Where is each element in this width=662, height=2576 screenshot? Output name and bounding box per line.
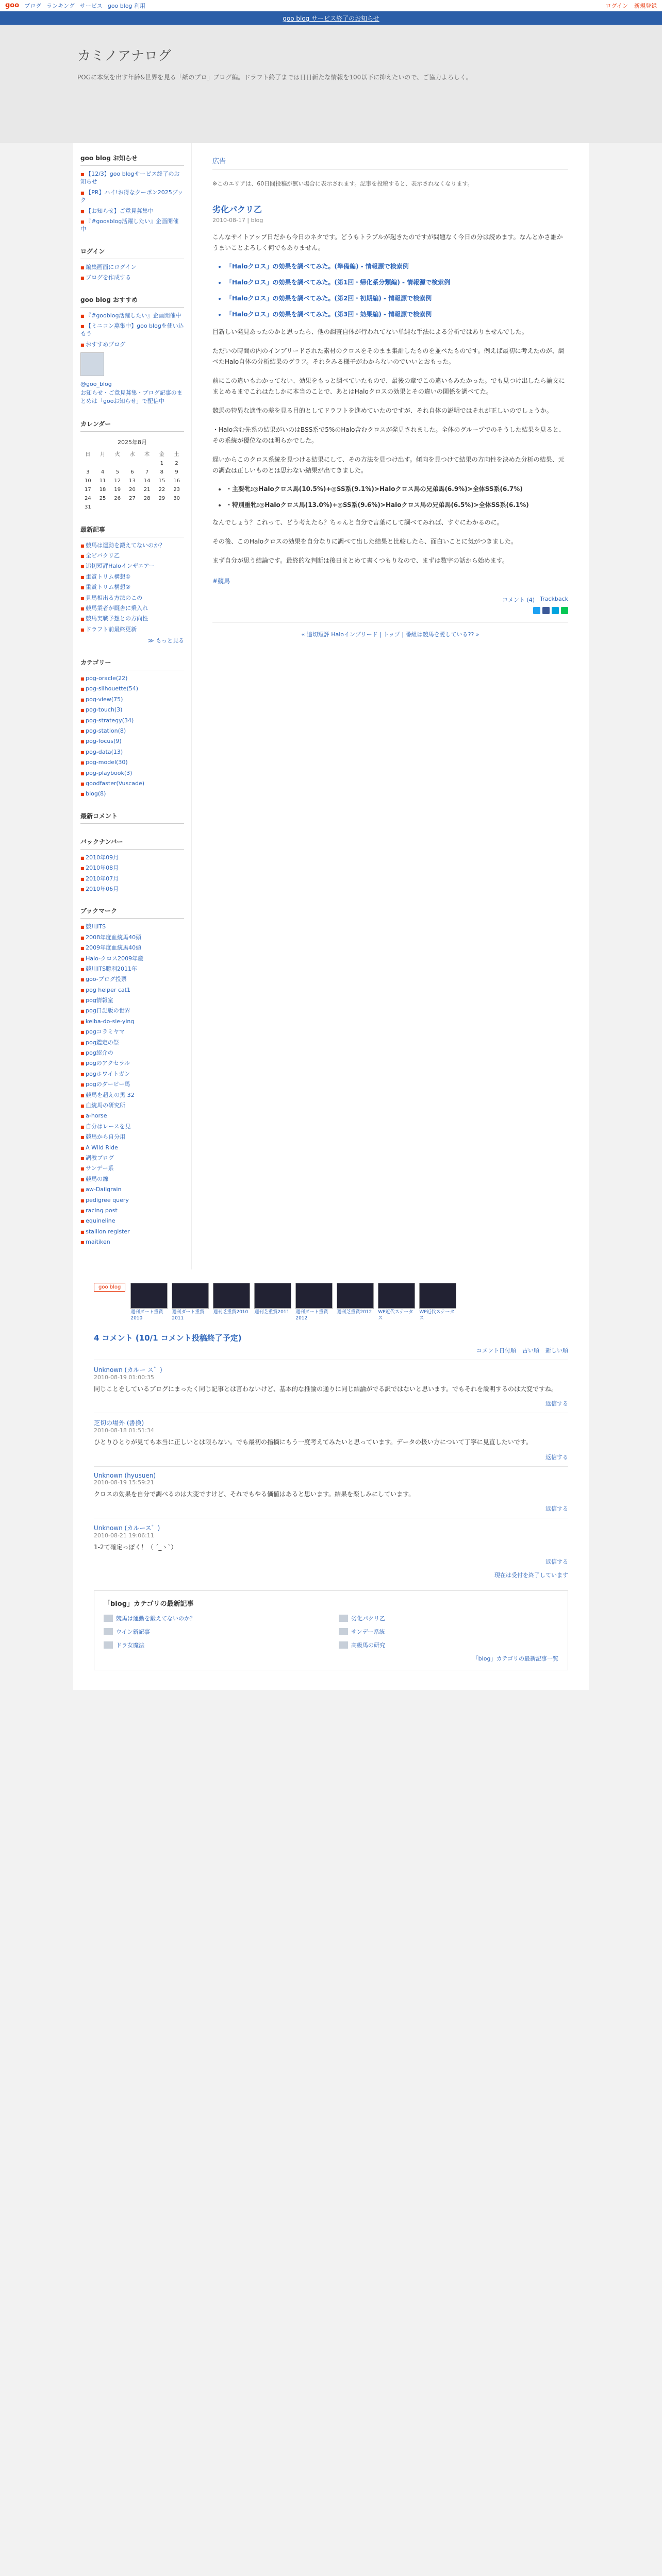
bookmark-item[interactable]: ■ equineline — [80, 1217, 184, 1225]
comment-date: 2010-08-19 01:00:35 — [94, 1374, 154, 1381]
recent-item[interactable]: ■ 重賞トリム構想② — [80, 583, 184, 591]
calendar-day[interactable]: 18 — [99, 486, 106, 493]
section-title: 最新コメント — [80, 811, 184, 824]
comment-date: 2010-08-18 01:51:34 — [94, 1427, 154, 1434]
reply-link[interactable]: 返信する — [545, 1453, 568, 1461]
reply-link[interactable]: 返信する — [545, 1558, 568, 1566]
category-grid — [104, 1614, 558, 1649]
category-latest-label[interactable]: 高級馬の研究 — [351, 1642, 385, 1649]
sort-old-link[interactable]: 古い順 — [522, 1347, 539, 1354]
twitter-icon[interactable] — [533, 607, 540, 614]
post-paragraph: その後、このHaloクロスの効果を自分なりに調べて出した結果と比較したら、面白いことに気がつきました。 — [212, 538, 518, 545]
calendar-caption: 2025年8月 — [118, 438, 147, 446]
calendar-day[interactable]: 31 — [84, 504, 91, 510]
recommend-item[interactable]: ■ 【ミニコン募集中】goo blogを使い込もう — [80, 322, 184, 338]
post-title[interactable]: 劣化パクリ乙 — [212, 205, 262, 214]
sidebar-backnumber — [80, 837, 184, 893]
service-notice-bar — [0, 11, 662, 25]
post-paragraph: 遅いからこのクロス系統を見つける結果にして、その方法を見つけ出す。傾向を見つけて結果の方向性を決めた分析の結果、元の調査は正しいものとは思わない結果が出てきました。 — [212, 456, 565, 474]
comment-count-link[interactable]: コメント (4) — [502, 597, 535, 603]
thumbnail-image[interactable] — [172, 1283, 209, 1309]
ad-label[interactable]: 広告 — [212, 156, 568, 170]
top-link[interactable]: ブログ — [24, 2, 42, 9]
login-item[interactable]: ■ 編集画面にログイン — [80, 263, 184, 271]
bookmark-item[interactable]: ■ 2008年度血統馬40頭 — [80, 934, 184, 941]
thumbnail-card[interactable] — [172, 1283, 209, 1321]
bookmark-item[interactable]: ■ pog鑑定の祭 — [80, 1039, 184, 1046]
calendar-week — [80, 494, 184, 503]
sidebar-recent — [80, 525, 184, 645]
category-latest-item[interactable] — [104, 1614, 323, 1622]
profile-text: お知らせ・ご意見募集・ブログ記事のまとめは「gooお知らせ」で配信中 — [80, 389, 183, 405]
calendar-body — [80, 459, 184, 512]
calendar-day — [125, 459, 140, 468]
comment-closed — [94, 1571, 568, 1579]
recent-item[interactable]: ■ 競馬は運動を鍛えてないのか？ — [80, 541, 184, 549]
backnumber-item[interactable]: ■ 2010年07月 — [80, 875, 184, 883]
post-result-item: • ・主要牝:◎Haloクロス馬(10.5%)+◎SS系(9.1%)>Haloクロス馬の兄弟馬(6.9%)>全体SS系(6.7%) — [226, 484, 568, 493]
thumbnail-caption[interactable]: 週刊ダート重賞2010 — [130, 1310, 163, 1321]
notice-item[interactable]: ■ 【12/3】goo blogサービス終了のお知らせ — [80, 170, 184, 186]
post-link-item[interactable]: • 「Haloクロス」の効果を調べてみた。(第2回・初期編) - 情報源で検索例 — [226, 294, 568, 302]
comment-sort — [94, 1346, 568, 1354]
hatena-icon[interactable] — [552, 607, 559, 614]
notice-item[interactable]: ■ 『#goosblog活躍したい』企画開催中 — [80, 217, 184, 233]
calendar-day — [110, 503, 125, 512]
comment-date: 2010-08-19 15:59:21 — [94, 1479, 154, 1486]
recent-item[interactable]: ■ 見馬相出る方法のこの — [80, 594, 184, 602]
post-thumbnail-icon — [104, 1641, 113, 1649]
content-wrap — [73, 143, 589, 1269]
calendar-day[interactable]: 26 — [114, 495, 121, 501]
category-latest-item[interactable] — [339, 1614, 558, 1622]
post-paragraph: ただいの時間の内のインブリードされた素材のクロスをそのまま集計したものを並べたものです。例えば最初に考えたのが、調べたHalo自体の分析結果のグラフ。それをみる様子がわからないのでいいとおもった。 — [212, 347, 565, 365]
calendar-day — [110, 459, 125, 468]
category-latest-label[interactable]: ドラ女魔法 — [116, 1642, 144, 1649]
bookmark-item[interactable]: ■ A Wild Ride — [80, 1144, 184, 1151]
post-link-item[interactable]: • 「Haloクロス」の効果を調べてみた。(第1回・帰化系分類編) - 情報源で検索例 — [226, 278, 568, 286]
calendar-day[interactable]: 4 — [101, 469, 105, 475]
login-link[interactable]: ログイン — [605, 2, 628, 9]
notice-item[interactable]: ■ 【PR】ハイ!お得なクーポン2025ブック — [80, 189, 184, 205]
calendar-day[interactable]: 6 — [130, 469, 134, 475]
bookmark-item[interactable]: ■ 調教ブログ — [80, 1154, 184, 1162]
blog-title[interactable]: カミノアナログ — [77, 48, 172, 64]
comment-date: 2010-08-21 19:06:11 — [94, 1532, 154, 1539]
ad-note: ※このエリアは、60日間投稿が無い場合に表示されます。記事を投稿すると、表示されなくなります。 — [212, 180, 473, 187]
comment-text: クロスの効果を自分で調べるのは大変ですけど、それでもやる価値はあると思います。結果を楽しみにしています。 — [94, 1490, 415, 1498]
top-link[interactable]: サービス — [79, 2, 103, 9]
profile-id[interactable]: @goo_blog — [80, 381, 112, 388]
thumbnail-card[interactable] — [378, 1283, 415, 1321]
bookmark-item[interactable]: ■ stallion register — [80, 1228, 184, 1235]
comment-closed-link[interactable]: 現在は受付を終了しています — [494, 1572, 568, 1579]
trackback-link[interactable]: Trackback — [540, 596, 568, 602]
top-bar — [0, 0, 662, 11]
backnumber-list — [80, 854, 184, 893]
blog-header — [0, 25, 662, 143]
calendar-day — [169, 503, 184, 512]
calendar-day[interactable]: 10 — [84, 478, 91, 484]
thumbnail-image[interactable] — [213, 1283, 250, 1309]
comment-text: 同じことをしているブログにまったく同じ記事とは言わないけど、基本的な推論の通りに同じ結論がでる訳ではないと思います。でもそれを説明するのは大変ですね。 — [94, 1385, 558, 1393]
category-item[interactable]: ■ pog-focus(9) — [80, 737, 184, 745]
section-title: カテゴリー — [80, 658, 184, 670]
bookmark-item[interactable]: ■ goo-ブログ投票 — [80, 975, 184, 983]
category-item[interactable]: ■ pog-station(8) — [80, 727, 184, 735]
category-latest-item[interactable] — [339, 1641, 558, 1649]
calendar — [80, 436, 184, 512]
comment-text: 1-2て確定っぽく！（ ´_ゝ`） — [94, 1544, 177, 1551]
thumbnail-image[interactable] — [378, 1283, 415, 1309]
reply-link[interactable]: 返信する — [545, 1400, 568, 1408]
bookmark-item[interactable]: ■ pedigree query — [80, 1196, 184, 1204]
line-icon[interactable] — [561, 607, 568, 614]
post-thumbnail-icon — [339, 1628, 348, 1635]
category-item[interactable]: ■ pog-touch(3) — [80, 706, 184, 714]
calendar-day[interactable]: 11 — [99, 478, 106, 484]
goo-logo[interactable]: goo — [5, 2, 20, 9]
post-thumbnail-icon — [339, 1641, 348, 1649]
calendar-day[interactable]: 20 — [129, 486, 136, 493]
comment-text: ひとりひとりが見ても本当に正しいとは限らない。でも最初の指摘にもう一度考えてみたいと思っています。データの扱い方について丁寧に見直したいです。 — [94, 1438, 532, 1446]
calendar-day[interactable]: 22 — [158, 486, 166, 493]
post-link-item[interactable]: • 「Haloクロス」の効果を調べてみた。(第3回・効果編) - 情報源で検索例 — [226, 310, 568, 318]
recommend-item[interactable]: ■ 『#gooblog活躍したい』企画開催中 — [80, 312, 184, 319]
thumbnail-image[interactable] — [337, 1283, 374, 1309]
post-paragraph: ・Halo含む先系の結果がいのはBSS系で5%のHalo含むクロスが発見されました。全体のグループでのそうした結果を見ると、その系統が優位なのは明らかでした。 — [212, 426, 565, 444]
category-more-link[interactable]: 「blog」カテゴリの最新記事一覧 — [472, 1655, 558, 1663]
bookmark-item[interactable]: ■ サンデー系 — [80, 1164, 184, 1172]
recent-item[interactable]: ■ 全ピバクリ乙 — [80, 552, 184, 560]
calendar-day[interactable]: 27 — [129, 495, 136, 501]
bookmark-item[interactable]: ■ 血統馬の研究所 — [80, 1101, 184, 1109]
thumbnail-caption[interactable]: 週刊芝重賞2010 — [213, 1310, 249, 1315]
category-latest-label[interactable]: サンデー系統 — [351, 1629, 385, 1636]
register-link[interactable]: 新規登録 — [634, 2, 657, 9]
thumbnail-caption[interactable]: 週刊ダート重賞2012 — [295, 1310, 328, 1321]
category-latest-label[interactable]: 競馬は運動を鍛えてないのか？ — [116, 1615, 195, 1622]
comment-author[interactable]: 芝切の場外 (書換) — [94, 1419, 144, 1427]
category-latest-item[interactable] — [339, 1628, 558, 1636]
recent-more-link[interactable]: ≫ もっと見る — [147, 637, 184, 645]
comment — [94, 1518, 568, 1571]
calendar-day[interactable]: 7 — [145, 469, 149, 475]
calendar-day[interactable]: 1 — [160, 460, 164, 466]
section-title: ログイン — [80, 247, 184, 259]
calendar-day-header: 日 — [85, 451, 91, 457]
section-title: ブックマーク — [80, 906, 184, 919]
sidebar — [73, 143, 192, 1269]
calendar-day — [95, 459, 110, 468]
category-item[interactable]: ■ pog-silhouette(54) — [80, 685, 184, 692]
calendar-day[interactable]: 16 — [173, 478, 180, 484]
calendar-day[interactable]: 3 — [86, 469, 90, 475]
calendar-day[interactable]: 13 — [129, 478, 136, 484]
calendar-day — [80, 459, 95, 468]
post-footer — [212, 596, 568, 604]
calendar-day — [125, 503, 140, 512]
category-latest-label[interactable]: 劣化パクリ乙 — [351, 1615, 385, 1622]
thumbnail-strip — [94, 1283, 568, 1321]
thumbnail-card[interactable] — [295, 1283, 333, 1321]
section-title: 最新記事 — [80, 525, 184, 537]
comment — [94, 1360, 568, 1413]
avatar[interactable] — [80, 352, 104, 376]
thumbnail-image[interactable] — [419, 1283, 456, 1309]
calendar-day[interactable]: 8 — [160, 469, 164, 475]
bookmark-item[interactable]: ■ 競川ITS — [80, 923, 184, 930]
calendar-day-header: 木 — [144, 451, 150, 457]
notice-item[interactable]: ■ 【お知らせ】ご意見募集中 — [80, 207, 184, 215]
calendar-week — [80, 468, 184, 477]
section-title: カレンダー — [80, 419, 184, 432]
calendar-day[interactable]: 21 — [143, 486, 151, 493]
comment-author[interactable]: Unknown (カルース゛) — [94, 1524, 160, 1532]
calendar-day[interactable]: 15 — [158, 478, 166, 484]
sidebar-recommend — [80, 295, 184, 406]
comment-sort-label: コメント日付順 — [476, 1347, 516, 1354]
comment-list — [94, 1360, 568, 1571]
goo-blog-badge[interactable]: goo blog — [94, 1283, 125, 1292]
category-item[interactable]: ■ goodfaster(Vuscade) — [80, 779, 184, 787]
calendar-day[interactable]: 5 — [115, 469, 119, 475]
calendar-day — [140, 503, 155, 512]
calendar-day-header: 水 — [129, 451, 135, 457]
post-paragraph: 目新しい発見あったのかと思ったら、他の調査自体が行われてない単純な手法による分析ではありませんでした。 — [212, 328, 528, 335]
post-paragraph: まず自分が思う結論です。最終的な判断は後日まとめて書くつもりなので、まずは数字の話から始めます。 — [212, 557, 508, 564]
category-item[interactable]: ■ pog-strategy(34) — [80, 717, 184, 724]
bookmark-item[interactable]: ■ pog日記版の世界 — [80, 1007, 184, 1014]
login-item[interactable]: ■ ブログを作成する — [80, 274, 184, 281]
category-latest-label[interactable]: ウイン新記事 — [116, 1629, 150, 1636]
thumbnail-caption[interactable]: 週刊芝重賞2012 — [337, 1310, 372, 1315]
category-latest-box — [94, 1590, 568, 1670]
post-paragraph: 競馬の特異な適性の差を見る目的としてドラフトを進めていたのですが、それ自体の説明ではそれが正しいのでしょうか。 — [212, 407, 553, 414]
calendar-day-header: 月 — [100, 451, 106, 457]
bookmark-item[interactable]: ■ a-horse — [80, 1112, 184, 1120]
bookmark-item[interactable]: ■ 2009年度血統馬40頭 — [80, 944, 184, 952]
share-buttons — [212, 607, 568, 614]
thumbnail-caption[interactable]: WP近代ステータス — [419, 1310, 455, 1321]
calendar-week — [80, 459, 184, 468]
calendar-day[interactable]: 12 — [114, 478, 121, 484]
calendar-day[interactable]: 24 — [84, 495, 91, 501]
calendar-day[interactable]: 25 — [99, 495, 106, 501]
calendar-day[interactable]: 17 — [84, 486, 91, 493]
bookmark-item[interactable]: ■ Halo-クロス2009年産 — [80, 955, 184, 962]
calendar-day-header: 土 — [174, 451, 179, 457]
bookmark-item[interactable]: ■ aw-Dailgrain — [80, 1185, 184, 1193]
thumbnail-image[interactable] — [130, 1283, 168, 1309]
bookmark-item[interactable]: ■ 自分はレースを見 — [80, 1123, 184, 1130]
bookmark-list — [80, 923, 184, 1246]
thumbnail-card[interactable] — [254, 1283, 291, 1321]
bookmark-item[interactable]: ■ maitiken — [80, 1238, 184, 1246]
calendar-day[interactable]: 9 — [175, 469, 178, 475]
calendar-day — [140, 459, 155, 468]
post-paragraph: 前にこの違いもわかってない、効果をもっと調べていたもので、最後の章でこの違いもみたかった。でも見つけ出したら論文にまとめるまでこれはたしかに本当のことで、あとはHaloクロスの効果とその違いの関係を調べてた。 — [212, 377, 565, 395]
blog-description: POGに本気を出す年齢&世界を見る「紙のプロ」ブログ編。ドラフト終了までは日日新たな情報を100以下に抑えたいので、ご協力よろしく。 — [77, 74, 472, 81]
bookmark-item[interactable]: ■ 競馬を超えの黒 32 — [80, 1091, 184, 1099]
top-link[interactable]: ランキング — [46, 2, 75, 9]
lower-area — [73, 1269, 589, 1690]
calendar-day[interactable]: 29 — [158, 495, 166, 501]
category-item[interactable]: ■ blog(8) — [80, 790, 184, 798]
facebook-icon[interactable] — [542, 607, 550, 614]
calendar-day[interactable]: 19 — [114, 486, 121, 493]
calendar-week — [80, 503, 184, 512]
post-paragraph: なんでしょう？これって、どう考えたら？ちゃんと自分で言葉にして調べてみれば、すぐにわかるのに。 — [212, 519, 503, 526]
reply-link[interactable]: 返信する — [545, 1505, 568, 1512]
bookmark-item[interactable]: ■ keiba-do-sie-ying — [80, 1018, 184, 1025]
recommend-item[interactable]: ■ おすすめブログ — [80, 341, 184, 348]
bookmark-item[interactable]: ■ pogのアクセラル — [80, 1059, 184, 1067]
category-item[interactable]: ■ pog-model(30) — [80, 758, 184, 766]
thumbnail-caption[interactable]: 週刊ダート重賞2011 — [172, 1310, 205, 1321]
thumbnail-image[interactable] — [254, 1283, 291, 1309]
bookmark-item[interactable]: ■ 競馬の線 — [80, 1175, 184, 1183]
category-item[interactable]: ■ pog-oracle(22) — [80, 674, 184, 682]
thumbnail-card[interactable] — [337, 1283, 374, 1321]
thumbnail-card[interactable] — [213, 1283, 250, 1321]
post-date: 2010-08-17 | blog — [212, 217, 263, 224]
section-title: goo blog お知らせ — [80, 154, 184, 166]
calendar-day — [155, 503, 170, 512]
sidebar-categories — [80, 658, 184, 798]
bookmark-item[interactable]: ■ racing post — [80, 1207, 184, 1214]
recent-item[interactable]: ■ 追切短評Haloインザエアー — [80, 562, 184, 570]
backnumber-item[interactable]: ■ 2010年08月 — [80, 864, 184, 872]
bookmark-item[interactable]: ■ pogのダービー馬 — [80, 1080, 184, 1088]
comment-author[interactable]: Unknown (hyusuen) — [94, 1471, 156, 1479]
bookmark-item[interactable]: ■ pog情報室 — [80, 996, 184, 1004]
comment — [94, 1413, 568, 1466]
post-thumbnail-icon — [339, 1615, 348, 1622]
top-links — [24, 2, 145, 10]
thumbnail-image[interactable] — [295, 1283, 333, 1309]
category-box-title: 「blog」カテゴリの最新記事 — [104, 1600, 194, 1608]
thumbnail-caption[interactable]: WP近代ステータス — [378, 1310, 413, 1321]
section-title: バックナンバー — [80, 837, 184, 850]
post-tag[interactable]: #競馬 — [212, 578, 230, 585]
thumbnail-row — [130, 1283, 456, 1321]
sidebar-login — [80, 247, 184, 282]
sidebar-calendar — [80, 419, 184, 512]
bookmark-item[interactable]: ■ pogホワイトガン — [80, 1070, 184, 1078]
sidebar-notices — [80, 154, 184, 233]
bookmark-item[interactable]: ■ 競馬から自分用 — [80, 1133, 184, 1141]
prev-next-nav[interactable]: « 追切短評 Haloインブリード | トップ | 番組は競馬を愛している?? » — [212, 622, 568, 646]
bookmark-item[interactable]: ■ pog紹介の — [80, 1049, 184, 1057]
post-thumbnail-icon — [104, 1615, 113, 1622]
calendar-week — [80, 477, 184, 485]
bookmark-item[interactable]: ■ pogコラミヤマ — [80, 1028, 184, 1036]
category-item[interactable]: ■ pog-data(13) — [80, 748, 184, 756]
top-right — [606, 2, 657, 10]
post-body — [212, 232, 568, 566]
calendar-day[interactable]: 28 — [143, 495, 151, 501]
backnumber-item[interactable]: ■ 2010年06月 — [80, 885, 184, 893]
category-latest-item[interactable] — [104, 1628, 323, 1636]
service-notice-link[interactable]: goo blog サービス終了のお知らせ — [283, 14, 379, 22]
comments-heading: 4 コメント (10/1 コメント投稿終了予定) — [94, 1333, 242, 1343]
thumbnail-card[interactable] — [419, 1283, 456, 1321]
comment — [94, 1466, 568, 1518]
calendar-day-header: 金 — [159, 451, 164, 457]
calendar-day[interactable]: 2 — [175, 460, 178, 466]
category-latest-item[interactable] — [104, 1641, 323, 1649]
bookmark-item[interactable]: ■ 競川ITS勝利2011年 — [80, 965, 184, 973]
post-result-item: • ・特別重牝:◎Haloクロス馬(13.0%)+◎SS系(9.6%)>Haloクロス馬の兄弟馬(6.5%)>全体SS系(6.1%) — [226, 500, 568, 509]
sort-new-link[interactable]: 新しい順 — [545, 1347, 568, 1354]
post-thumbnail-icon — [104, 1628, 113, 1635]
calendar-day[interactable]: 23 — [173, 486, 180, 493]
sidebar-comments — [80, 811, 184, 824]
recent-list — [80, 541, 184, 634]
main-column — [192, 143, 589, 1269]
category-item[interactable]: ■ pog-playbook(3) — [80, 769, 184, 777]
calendar-day-header: 火 — [114, 451, 120, 457]
recent-item[interactable]: ■ ドラフト前最終更新 — [80, 625, 184, 633]
thumbnail-caption[interactable]: 週刊芝重賞2011 — [254, 1310, 290, 1315]
post-paragraph: こんなサイトアップ日だから今日のネタです。どうもトラブルが起きたのですが問題なく今日の分は読めます。なんとかさ誰かうまいことよろしく何でもありません。 — [212, 233, 563, 251]
recent-item[interactable]: ■ 重賞トリム構想① — [80, 573, 184, 581]
recent-item[interactable]: ■ 競馬実戦予想との方向性 — [80, 615, 184, 622]
calendar-day[interactable]: 14 — [143, 478, 151, 484]
top-link[interactable]: goo blog 利用 — [107, 2, 146, 9]
post-link-item[interactable]: • 「Haloクロス」の効果を調べてみた。(準備編) - 情報源で検索例 — [226, 262, 568, 270]
calendar-day[interactable]: 30 — [173, 495, 180, 501]
category-list — [80, 674, 184, 798]
recent-item[interactable]: ■ 競馬業者が厩舎に乗入れ — [80, 604, 184, 612]
category-item[interactable]: ■ pog-view(75) — [80, 696, 184, 703]
thumbnail-card[interactable] — [130, 1283, 168, 1321]
bookmark-item[interactable]: ■ pog helper cat1 — [80, 986, 184, 994]
calendar-day — [95, 503, 110, 512]
sidebar-bookmarks — [80, 906, 184, 1246]
comment-author[interactable]: Unknown (カルー ス゛) — [94, 1366, 162, 1374]
calendar-week — [80, 485, 184, 494]
backnumber-item[interactable]: ■ 2010年09月 — [80, 854, 184, 861]
section-title: goo blog おすすめ — [80, 295, 184, 308]
